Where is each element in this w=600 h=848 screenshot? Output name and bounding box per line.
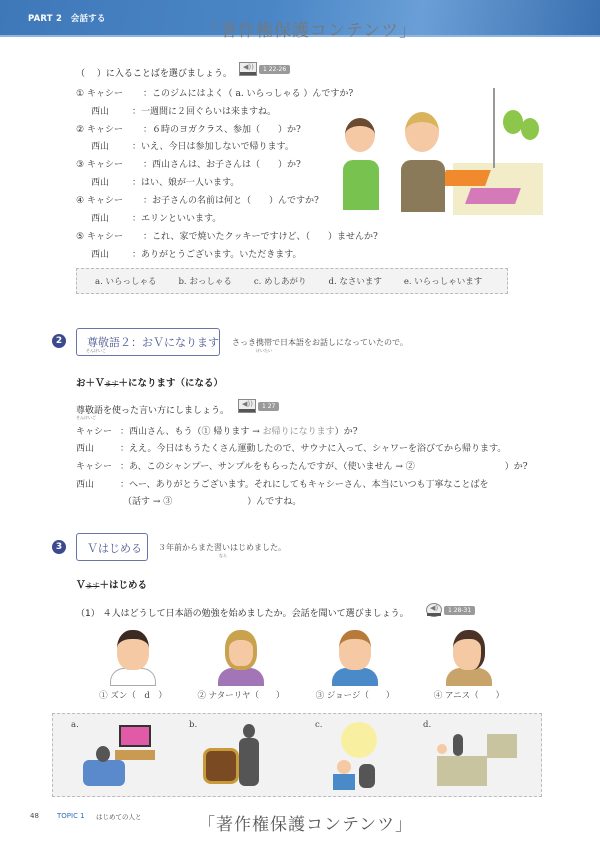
- tv-icon: [119, 725, 151, 747]
- silhouette-icon: [243, 724, 255, 738]
- ruby: けいたい: [256, 348, 272, 353]
- dialogue-line: キャシー ：西山さん、もう（① 帰ります → お帰りになります）か?: [76, 427, 358, 437]
- face-icon: [437, 744, 447, 754]
- footer-topic: TOPIC 1: [57, 812, 85, 820]
- desk-icon: [487, 734, 517, 758]
- grammar-topic-box-3: [76, 533, 148, 561]
- shirt: [332, 668, 378, 686]
- section2-instruction: 尊敬語を使った言い方にしましょう。: [76, 406, 230, 416]
- person-zun: ① ズン（ d ）: [88, 630, 178, 701]
- desk-icon: [437, 756, 487, 786]
- ruby: そんけいご: [76, 415, 96, 420]
- dialogue-line: 西山 ：はい、娘が一人います。: [91, 178, 240, 188]
- grammar-example: ３年前からまた習いはじめました。: [158, 543, 286, 552]
- section1-instruction: （ ）に入ることばを選びましょう。: [76, 69, 232, 79]
- face-icon: [225, 630, 257, 670]
- dialogue-line: ① キャシー ：このジムにはよく（ a. いらっしゃる ）んですか?: [76, 89, 354, 99]
- grammar-title: Ｖはじめる: [87, 542, 142, 555]
- person-george: ③ ジョージ（ ）: [310, 630, 400, 701]
- wall-line: [493, 88, 495, 168]
- tree-icon: [521, 118, 539, 140]
- picture-c-classroom: c.: [315, 720, 425, 792]
- picture-b-taiko-drum: b.: [189, 720, 299, 792]
- speaker-icon: ◀)): [239, 62, 257, 76]
- face-icon: [453, 630, 485, 670]
- part-title: PART 2 会話する: [28, 14, 106, 24]
- speaker-icon: ◀): [426, 603, 442, 617]
- answer-choices-box: [76, 268, 508, 294]
- grammar-formula-2: お＋Ｖます＋になります（になる）: [76, 378, 224, 389]
- dialogue-line: 西山 ：へー、ありがとうございます。それにしてもキャシーさん、本当にいつも丁寧なことばを: [76, 480, 489, 490]
- dialogue-line: ② キャシー ：６時のヨガクラス、参加（ ）か?: [76, 125, 301, 135]
- choice-e: e. いらっしゃいます: [403, 277, 483, 287]
- picture-d-office: d.: [423, 720, 533, 792]
- audio-track-label: 1 22-26: [259, 65, 290, 74]
- watermark-top: 「著作権保護コンテンツ」: [202, 21, 418, 41]
- tv-stand: [115, 750, 155, 760]
- picture-a-watching-tv: a.: [71, 720, 181, 792]
- picture-choices-box: [52, 713, 542, 797]
- audio-track-label: 1 28-31: [444, 606, 475, 615]
- dialogue-line: （話す → ③ ）んですね。: [123, 497, 302, 507]
- dialogue-line: ⑤ キャシー ：これ、家で焼いたクッキーですけど、（ ）ませんか?: [76, 232, 378, 242]
- section-number-3: 3: [52, 540, 66, 554]
- shirt: [218, 668, 264, 686]
- dialogue-line: 西山 ：ええ。今日はもうたくさん運動したので、サウナに入って、シャワーを浴びてから帰ります。: [76, 444, 507, 454]
- gym-illustration: [343, 88, 545, 218]
- audio-track-label: 1 27: [258, 402, 279, 411]
- dialogue-line: 西山 ：ありがとうございます。いただきます。: [91, 250, 302, 260]
- choice-d: d. なさいます: [328, 277, 382, 287]
- silhouette-icon: [96, 746, 110, 762]
- dialogue-line: 西山 ：いえ、今日は参加しないで帰ります。: [91, 142, 294, 152]
- woman-face-2: [405, 112, 439, 152]
- dialogue-line: 西山 ：エリンといいます。: [91, 214, 222, 224]
- shirt: [110, 668, 156, 686]
- classroom-bubble: [341, 722, 377, 758]
- woman-face-1: [345, 118, 375, 152]
- shirt: [446, 668, 492, 686]
- silhouette-icon: [453, 734, 463, 756]
- grammar-example: さっき携帯で日本語をお話しになっていたので。: [232, 338, 408, 347]
- speaker-icon: ◀)): [238, 399, 256, 413]
- choice-c: c. めしあがり: [253, 277, 307, 287]
- audio-button-3[interactable]: [426, 603, 475, 617]
- person-anis: ④ アニス（ ）: [424, 630, 514, 701]
- audio-button-2[interactable]: [238, 399, 279, 413]
- example-answer: お帰りになります: [262, 427, 335, 437]
- dialogue-line: ③ キャシー ：西山さんは、お子さんは（ ）か?: [76, 160, 301, 170]
- dialogue-line: キャシー ：あ、このシャンプー、サンプルをもらったんですが、（使いません → ② ）か?: [76, 462, 528, 472]
- choice-b: b. おっしゃる: [178, 277, 232, 287]
- section-number-2: 2: [52, 334, 66, 348]
- yoga-mat-orange: [440, 170, 491, 186]
- section3-question: （1） ４人はどうして日本語の勉強を始めましたか。会話を聞いて選びましょう。: [76, 609, 409, 619]
- face-icon: [337, 760, 351, 774]
- sofa-icon: [83, 760, 125, 786]
- watermark-bottom: 「著作権保護コンテンツ」: [198, 815, 414, 835]
- ruby: そんけいご: [86, 348, 106, 353]
- dialogue-line: 西山 ：一週間に２回ぐらいは来ますね。: [91, 107, 277, 117]
- audio-button-1[interactable]: [239, 62, 290, 76]
- grammar-formula-3: Ｖます＋はじめる: [76, 580, 148, 591]
- face-icon: [339, 630, 371, 670]
- dialogue-line: ④ キャシー ：お子さんの名前は何と（ ）んですか?: [76, 196, 319, 206]
- page-number: 48: [30, 812, 39, 820]
- yoga-mat-pink: [465, 188, 521, 204]
- face-icon: [117, 630, 149, 670]
- tree-icon: [503, 110, 523, 134]
- silhouette-body: [239, 738, 259, 786]
- footer-topic-title: はじめての人と: [96, 813, 142, 821]
- drum-icon: [203, 748, 239, 784]
- shirt: [333, 774, 355, 790]
- woman-shirt-green: [343, 160, 379, 210]
- silhouette-icon: [359, 764, 375, 788]
- ruby: なら: [219, 553, 227, 558]
- person-nataliya: ② ナターリヤ（ ）: [196, 630, 286, 701]
- grammar-title: 尊敬語２：おＶになります: [87, 336, 219, 349]
- woman-shirt-olive: [401, 160, 445, 212]
- choice-a: a. いらっしゃる: [95, 277, 157, 287]
